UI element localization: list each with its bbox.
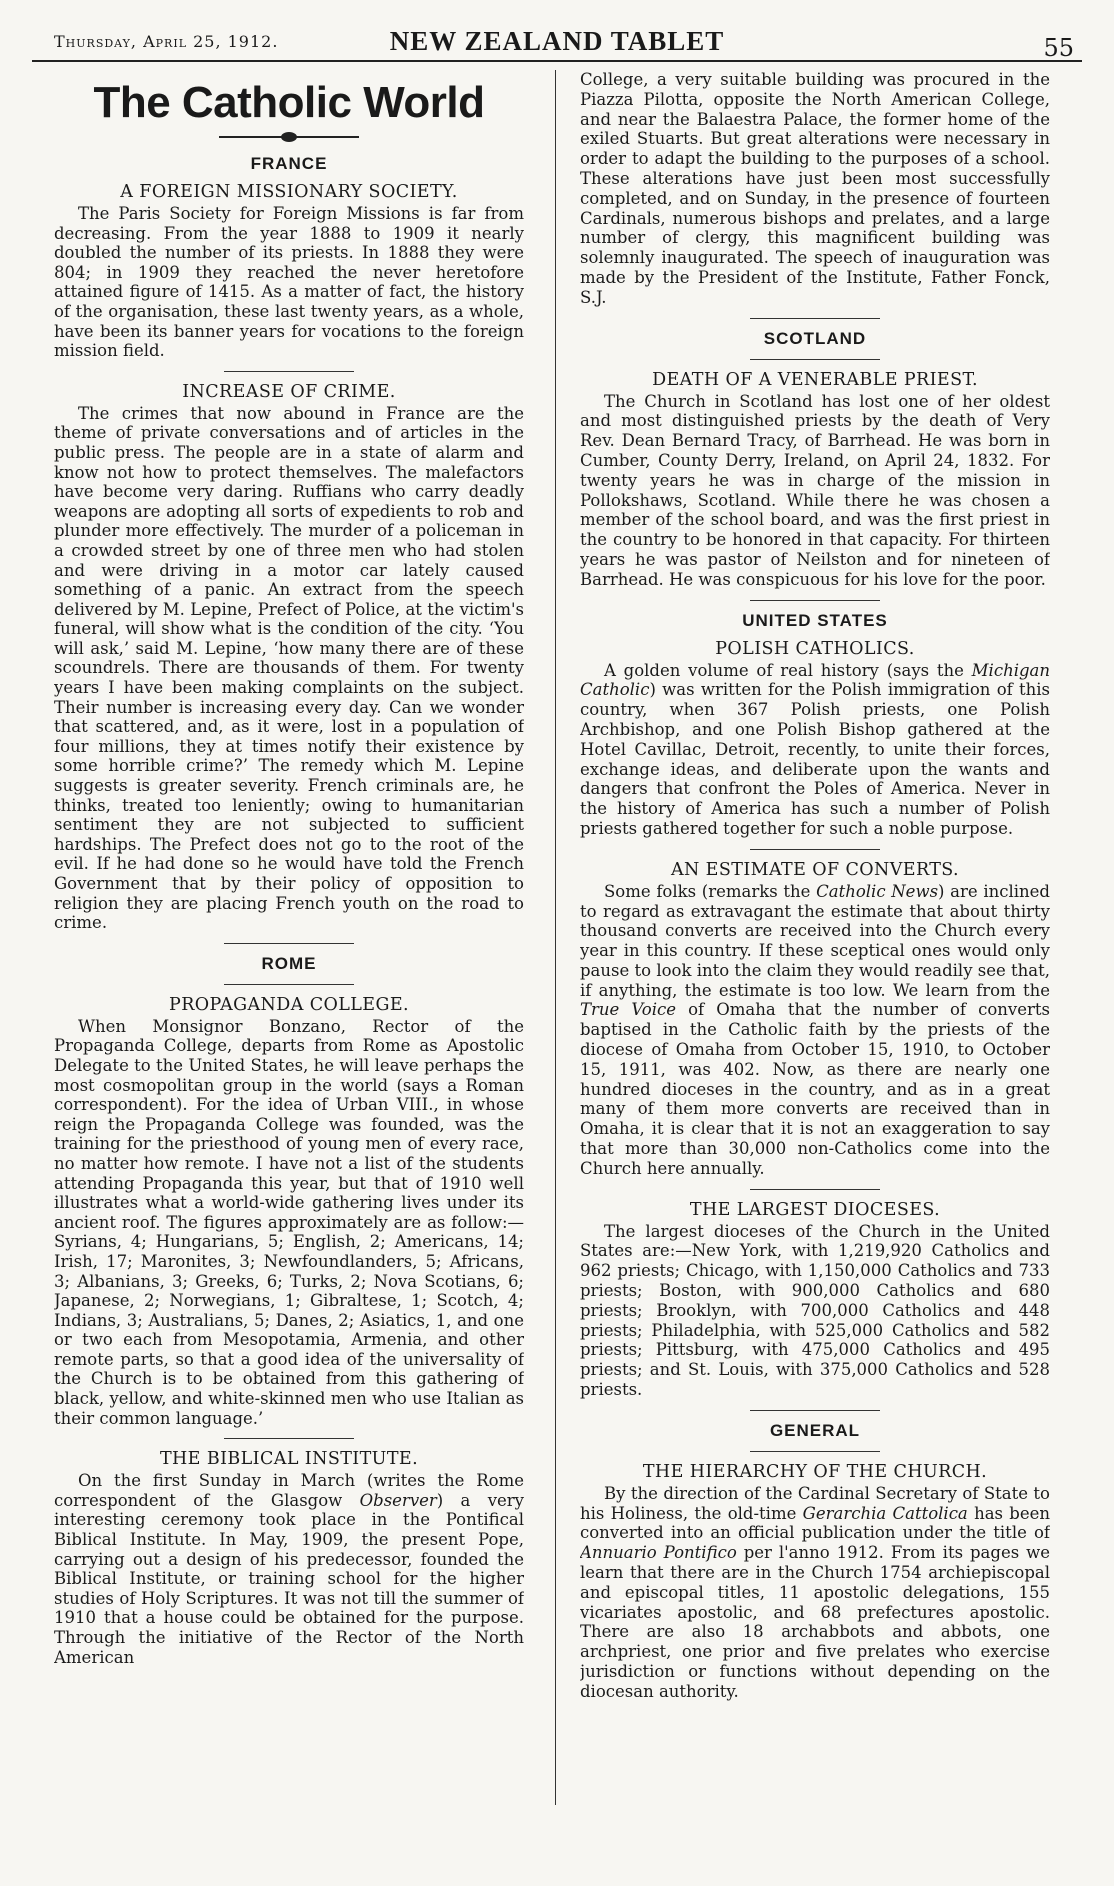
article-body: When Monsignor Bonzano, Rector of the Propaganda College, departs from Rome as Apostolic Delegate to the United States, he will leave perhaps the most cosmopolitan group in the world (says a Roman correspondent). For the idea of Urban VIII., in whose reign the Propaganda College was founded, was the training for the priesthood of young men of every race, no matter how remote. I have not a list of the students attending Propaganda this year, but that of 1910 well illustrates what a world-wide gathering lives under its ancient roof. The figures approximately are as follow:—Syrians, 4; Hungarians, 5; English, 2; Americans, 14; Irish, 17; Maronites, 3; Newfoundlanders, 5; Africans, 3; Albanians, 3; Greeks, 6; Turks, 2; Nova Scotians, 6; Japanese, 2; Norwegians, 1; Gibraltese, 1; Scotch, 4; Indians, 3; Australians, 5; Danes, 2; Asiatics, 1, and one or two each from Mesopotamia, Armenia, and other remote parts, so that a good idea of the universality of the Church is to be obtained from this gathering of black, yellow, and white-skinned men who use Italian as their common language.’ — [54, 1016, 524, 1428]
divider — [750, 1189, 880, 1190]
article-heading: POLISH CATHOLICS. — [715, 638, 915, 659]
page-number: 55 — [1043, 34, 1074, 62]
section-heading-scotland: SCOTLAND — [763, 328, 867, 348]
divider — [750, 359, 880, 360]
section-heading-rome: ROME — [261, 953, 317, 973]
source-citation: True Voice — [580, 1000, 677, 1020]
article-body: A golden volume of real history (says the Michigan Catholic) was written for the Polish immigration of this country, when 367 Polish priests, one Polish Archbishop, and one Polish Bishop gathered at the Hotel Cavillac, Detroit, recently, to unite their forces, exchange ideas, and deliberate upon the wants and dangers that confront the Poles of America. Never in the history of America has such a number of Polish priests gathered together for such a noble purpose. — [580, 660, 1050, 838]
divider — [750, 318, 880, 319]
right-column — [580, 70, 1050, 1862]
source-citation: Annuario Pontifico — [580, 1543, 737, 1563]
article-continuation: College, a very suitable building was procured in the Piazza Pilotta, opposite the North American College, and near the Balaestra Palace, the former home of the exiled Stuarts. But great alterations were necessary in order to adapt the building to the purposes of a school. These alterations have just been most successfully completed, and on Sunday, in the presence of fourteen Cardinals, numerous bishops and prelates, and a large number of clergy, this magnificent building was solemnly inaugurated. The speech of inauguration was made by the President of the Institute, Father Fonck, S.J. — [580, 70, 1050, 307]
divider — [750, 600, 880, 601]
article-body: The largest dioceses of the Church in the United States are:—New York, with 1,219,920 Catholics and 962 priests; Chicago, with 1,150,000 Catholics and 733 priests; Boston, with 900,000 Catholics and 680 priests; Brooklyn, with 700,000 Catholics and 448 priests; Philadelphia, with 525,000 Catholics and 582 priests; Pittsburg, with 475,000 Catholics and 495 priests; and St. Louis, with 375,000 Catholics and 528 priests. — [580, 1221, 1050, 1400]
section-heading-united-states: UNITED STATES — [742, 610, 888, 630]
section-heading-france: FRANCE — [250, 154, 328, 173]
divider — [750, 1451, 880, 1452]
divider — [224, 943, 354, 944]
article-body: Some folks (remarks the Catholic News) are inclined to regard as extravagant the estimate that about thirty thousand converts are received into the Church every year in this country. If these sceptical ones would only pause to look into the claim they would readily see that, if anything, the estimate is too low. We learn from the True Voice of Omaha that the number of converts baptised in the Catholic faith by the priests of the diocese of Omaha from October 15, 1910, to October 15, 1911, was 402. Now, as there are nearly one hundred dioceses in the country, and as in a great many of them more converts are received than in Omaha, it is clear that it is not an exaggeration to say that more than 30,000 non-Catholics come into the Church here annually. — [580, 881, 1050, 1178]
divider — [224, 1438, 354, 1439]
page-title: The Catholic World — [93, 78, 485, 127]
column-rule — [555, 70, 556, 1805]
article-heading: THE LARGEST DIOCESES. — [689, 1199, 941, 1220]
divider — [224, 371, 354, 372]
article-heading: AN ESTIMATE OF CONVERTS. — [670, 859, 960, 880]
ornamental-rule — [219, 136, 359, 138]
section-heading-general: GENERAL — [769, 1420, 861, 1440]
article-heading: THE BIBLICAL INSTITUTE. — [159, 1449, 419, 1470]
article-heading: DEATH OF A VENERABLE PRIEST. — [652, 369, 978, 390]
masthead — [32, 22, 1082, 62]
article-body: The Church in Scotland has lost one of her oldest and most distinguished priests by the death of Very Rev. Dean Bernard Tracy, of Barrhead. He was born in Cumber, County Derry, Ireland, on April 24, 1832. For twenty years he was in charge of the mission in Pollokshaws, Scotland. While there he was chosen a member of the school board, and was the first priest in the country to be honored in that capacity. For thirteen years he was pastor of Neilston and for nineteen of Barrhead. He was conspicuous for his love for the poor. — [580, 391, 1050, 589]
divider — [750, 849, 880, 850]
article-body: The Paris Society for Foreign Missions is far from decreasing. From the year 1888 to 1909 it nearly doubled the number of its priests. In 1888 they were 804; in 1909 they reached the never heretofore attained figure of 1415. As a matter of fact, the history of the organisation, these last twenty years, as a whole, have been its banner years for vocations to the foreign mission field. — [54, 204, 524, 361]
article-body: On the first Sunday in March (writes the Rome correspondent of the Glasgow Observer) a very interesting ceremony took place in the Pontifical Biblical Institute. In May, 1909, the present Pope, carrying out a design of his predecessor, founded the Biblical Institute, or training school for the higher studies of Holy Scriptures. It was not till the summer of 1910 that a house could be obtained for the purpose. Through the initiative of the Rector of the North American — [54, 1471, 524, 1667]
article-heading: A FOREIGN MISSIONARY SOCIETY. — [120, 182, 458, 202]
source-citation: Michigan Catholic — [580, 660, 1050, 700]
article-heading: PROPAGANDA COLLEGE. — [169, 994, 409, 1015]
divider — [224, 984, 354, 985]
divider — [750, 1410, 880, 1411]
left-column — [54, 70, 524, 1862]
source-citation: Catholic News — [816, 881, 939, 901]
columns — [32, 70, 1082, 1862]
publication-title: NEW ZEALAND TABLET — [389, 26, 725, 56]
source-citation: Gerarchia Cattolica — [802, 1503, 968, 1523]
article-heading: INCREASE OF CRIME. — [182, 381, 396, 402]
source-citation: Observer — [359, 1490, 437, 1510]
newspaper-page — [32, 22, 1082, 1862]
article-body: By the direction of the Cardinal Secretary of State to his Holiness, the old-time Gerarchia Cattolica has been converted into an official publication under the title of Annuario Pontifico per l'anno 1912. From its pages we learn that there are in the Church 1754 archiepiscopal and episcopal titles, 11 apostolic delegations, 155 vicariates apostolic, and 68 prefectures apostolic. There are also 18 archabbots and abbots, one archpriest, one prior and five prelates who exercise jurisdiction or functions without depending on the diocesan authority. — [580, 1483, 1050, 1701]
article-body: The crimes that now abound in France are the theme of private conversations and of articles in the public press. The people are in a state of alarm and know not how to protect themselves. The malefactors have become very daring. Ruffians who carry deadly weapons are adopting all sorts of expedients to rob and plunder more effectively. The murder of a policeman in a crowded street by one of three men who had stolen and were driving in a motor car lately caused something of a panic. An extract from the speech delivered by M. Lepine, Prefect of Police, at the victim's funeral, will show what is the condition of the city. ‘You will ask,’ said M. Lepine, ‘how many there are of these scoundrels. There are thousands of them. For twenty years I have been making complaints on the subject. Their number is increasing every day. Can we wonder that scattered, and, as it were, lost in a population of four millions, they at times notify their existence by some horrible crime?’ The remedy which M. Lepine suggests is greater severity. French criminals are, he thinks, treated too leniently; owing to humanitarian sentiment they are not subjected to sufficient hardships. The Prefect does not go to the root of the evil. If he had done so he would have told the French Government that by their policy of opposition to religion they are placing French youth on the road to crime. — [54, 403, 524, 933]
issue-date: Thursday, April 25, 1912. — [54, 32, 279, 51]
article-heading: THE HIERARCHY OF THE CHURCH. — [642, 1461, 988, 1482]
